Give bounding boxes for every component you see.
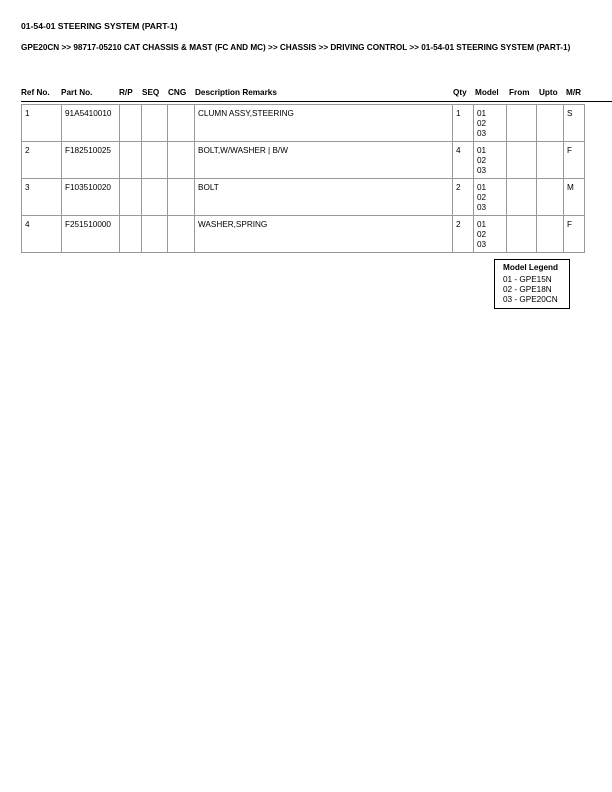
model-code: 02: [477, 193, 487, 202]
seq-cell: [142, 105, 168, 142]
qty-cell: 4: [453, 142, 474, 179]
legend-item: 03 - GPE20CN: [503, 295, 558, 304]
model-code: 02: [477, 119, 487, 128]
description-cell: BOLT: [195, 179, 453, 216]
ref-cell: 4: [22, 216, 62, 253]
page-title: 01-54-01 STEERING SYSTEM (PART-1): [21, 21, 178, 31]
qty-cell: 2: [453, 216, 474, 253]
breadcrumb: GPE20CN >> 98717-05210 CAT CHASSIS & MAST (FC AND MC) >> CHASSIS >> DRIVING CONTROL >> 01-54-01 STEERING SYSTEM (PART-1): [21, 43, 571, 52]
model-legend: [494, 259, 570, 309]
model-code: 01: [477, 183, 487, 192]
description-cell: CLUMN ASSY,STEERING: [195, 105, 453, 142]
model-cell: [474, 179, 507, 216]
ref-cell: 2: [22, 142, 62, 179]
cng-cell: [168, 179, 195, 216]
ref-cell: 1: [22, 105, 62, 142]
qty-cell: 2: [453, 179, 474, 216]
column-header-upto: Upto: [539, 88, 558, 97]
model-cell: [474, 216, 507, 253]
upto-cell: [537, 216, 564, 253]
qty-cell: 1: [453, 105, 474, 142]
part-number-cell: F103510020: [62, 179, 120, 216]
from-cell: [507, 105, 537, 142]
column-header-desc: Description Remarks: [195, 88, 277, 97]
rp-cell: [120, 216, 142, 253]
upto-cell: [537, 142, 564, 179]
model-code: 03: [477, 129, 487, 138]
seq-cell: [142, 216, 168, 253]
legend-item: 01 - GPE15N: [503, 275, 552, 284]
mr-cell: F: [564, 216, 585, 253]
model-code: 02: [477, 230, 487, 239]
table-row: [22, 179, 585, 216]
column-header-rp: R/P: [119, 88, 133, 97]
from-cell: [507, 216, 537, 253]
table-row: [22, 216, 585, 253]
model-cell: [474, 105, 507, 142]
rp-cell: [120, 142, 142, 179]
model-cell: [474, 142, 507, 179]
cng-cell: [168, 142, 195, 179]
table-row: [22, 105, 585, 142]
header-divider: [21, 101, 612, 102]
model-code: 02: [477, 156, 487, 165]
model-code: 03: [477, 203, 487, 212]
mr-cell: M: [564, 179, 585, 216]
column-header-mr: M/R: [566, 88, 582, 97]
column-header-qty: Qty: [453, 88, 467, 97]
ref-cell: 3: [22, 179, 62, 216]
from-cell: [507, 142, 537, 179]
seq-cell: [142, 142, 168, 179]
description-cell: BOLT,W/WASHER | B/W: [195, 142, 453, 179]
model-code: 01: [477, 146, 487, 155]
legend-item: 02 - GPE18N: [503, 285, 552, 294]
legend-title: Model Legend: [503, 263, 559, 272]
part-number-cell: 91A5410010: [62, 105, 120, 142]
cng-cell: [168, 105, 195, 142]
seq-cell: [142, 179, 168, 216]
upto-cell: [537, 105, 564, 142]
column-header-cng: CNG: [168, 88, 187, 97]
table-row: [22, 142, 585, 179]
rp-cell: [120, 105, 142, 142]
part-number-cell: F251510000: [62, 216, 120, 253]
column-header-seq: SEQ: [142, 88, 160, 97]
mr-cell: F: [564, 142, 585, 179]
upto-cell: [537, 179, 564, 216]
mr-cell: S: [564, 105, 585, 142]
model-code: 03: [477, 240, 487, 249]
column-header-ref: Ref No.: [21, 88, 50, 97]
description-cell: WASHER,SPRING: [195, 216, 453, 253]
column-header-from: From: [509, 88, 530, 97]
model-code: 01: [477, 220, 487, 229]
cng-cell: [168, 216, 195, 253]
column-header-part: Part No.: [61, 88, 93, 97]
model-code: 03: [477, 166, 487, 175]
rp-cell: [120, 179, 142, 216]
model-code: 01: [477, 109, 487, 118]
column-header-model: Model: [475, 88, 499, 97]
parts-table: [21, 104, 585, 253]
part-number-cell: F182510025: [62, 142, 120, 179]
from-cell: [507, 179, 537, 216]
